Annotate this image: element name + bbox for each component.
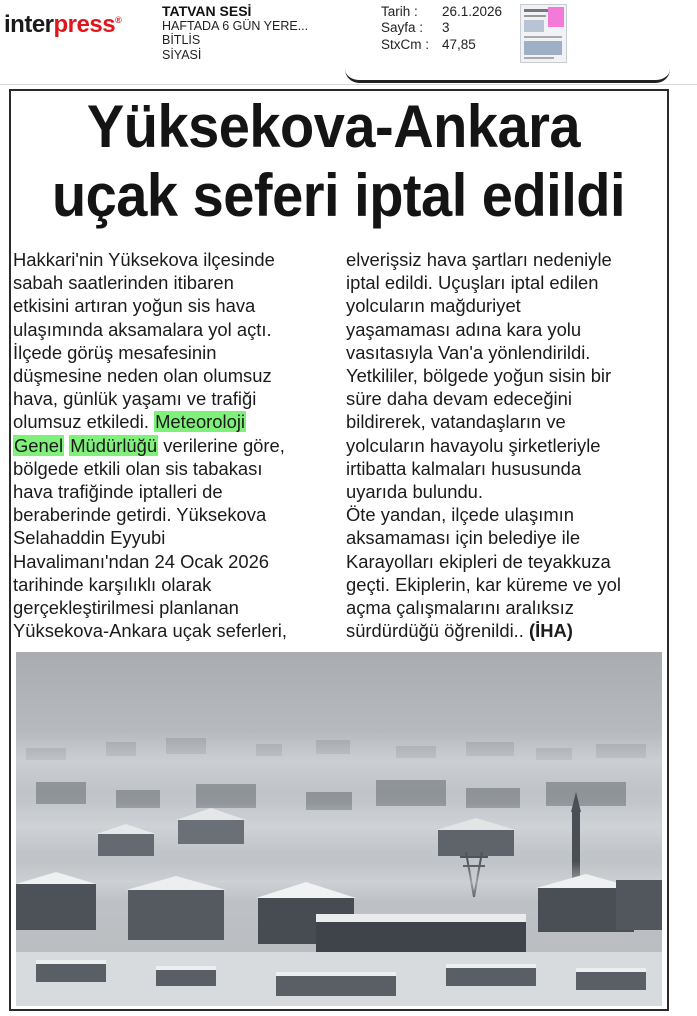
article-column-2 [346, 248, 668, 642]
text-fragment: sürdürdüğü öğrenildi.. [346, 620, 529, 642]
highlight-keyword: Genel [14, 434, 64, 456]
meta-row-stxcm [381, 37, 502, 53]
text-line: Öte yandan, ilçede ulaşımın [346, 504, 574, 526]
text-line: vasıtasıyla Van'a yönlendirildi. [346, 341, 591, 363]
text-line: sabah saatlerinden itibaren [13, 272, 234, 294]
header-divider [0, 84, 697, 85]
text-line: Yüksekova-Ankara uçak seferleri, [13, 620, 287, 642]
publication-city: BİTLİS [162, 33, 201, 48]
text-line: yolcuların mağduriyet [346, 295, 521, 317]
text-line: irtibatta kalmaları hususunda [346, 457, 582, 479]
meta-date-value: 26.1.2026 [442, 4, 503, 19]
text-line: uyarıda bulundu. [346, 481, 484, 503]
highlight-keyword: Müdürlüğü [70, 434, 158, 456]
text-line [13, 434, 333, 457]
text-fragment: olumsuz etkiledi. [13, 411, 155, 433]
text-line: geçti. Ekiplerin, kar küreme ve yol [346, 573, 621, 595]
meta-stxcm-value: 47,85 [442, 36, 476, 52]
text-line: etkisini artıran yoğun sis hava [13, 295, 256, 317]
meta-row-page [381, 20, 502, 36]
article-column-1 [13, 248, 333, 642]
publication-name: TATVAN SESİ [162, 3, 252, 19]
meta-row-date [381, 4, 502, 20]
text-line: Karayolları ekipleri de teyakkuza [346, 550, 611, 572]
text-line: Selahaddin Eyyubi [13, 527, 166, 549]
text-line: yolcuların havayolu şirketleriyle [346, 434, 601, 456]
text-line: bildirerek, vatandaşların ve [346, 411, 566, 433]
text-line: hava trafiğinde iptalleri de [13, 481, 223, 503]
text-fragment: verilerine göre, [158, 434, 285, 456]
text-line: ulaşımında aksamalara yol açtı. [13, 318, 272, 340]
text-line: yaşamaması adına kara yolu [346, 318, 582, 340]
headline-line-1: Yüksekova-Ankara [86, 92, 581, 161]
article-photo-foggy-town [16, 652, 662, 1006]
meta-stxcm-label: StxCm : [381, 36, 430, 52]
interpress-logo [4, 6, 121, 39]
publication-info [162, 4, 308, 62]
text-line: tarihinde karşılıklı olarak [13, 573, 212, 595]
clipping-meta [381, 4, 502, 53]
text-line: iptal edildi. Uçuşları iptal edilen [346, 272, 599, 294]
text-line: Havalimanı'ndan 24 Ocak 2026 [13, 550, 270, 572]
text-line: Hakkari'nin Yüksekova ilçesinde [13, 249, 275, 270]
text-line: süre daha devam edeceğini [346, 388, 572, 410]
text-line [13, 410, 333, 433]
text-line [346, 619, 668, 642]
meta-date-label: Tarih : [381, 4, 418, 19]
meta-page-value: 3 [442, 20, 450, 36]
publication-category: SİYASİ [162, 47, 202, 62]
source-credit: (İHA) [529, 620, 573, 642]
highlight-keyword: Meteoroloji [155, 411, 246, 433]
text-line: açma çalışmalarını aralıksız [346, 597, 574, 619]
text-line: düşmesine neden olan olumsuz [13, 365, 272, 387]
headline-line-2: uçak seferi iptal edildi [51, 161, 626, 230]
text-line: aksamaması için belediye ile [346, 527, 581, 549]
page-thumbnail[interactable] [520, 4, 567, 63]
text-line: hava, günlük yaşamı ve trafiği [13, 388, 257, 410]
article-headline [0, 92, 697, 230]
logo-text-inter: inter [4, 11, 54, 38]
clipping-edge-curve [345, 62, 670, 83]
text-line: elverişsiz hava şartları nedeniyle [346, 249, 612, 270]
publication-frequency: HAFTADA 6 GÜN YERE... [162, 18, 309, 33]
text-line: bölgede etkili olan sis tabakası [13, 457, 263, 479]
text-line: gerçekleştirilmesi planlanan [13, 597, 239, 619]
logo-registered-mark: ® [115, 15, 122, 25]
text-line: Yetkililer, bölgede yoğun sisin bir [346, 365, 612, 387]
text-line: beraberinde getirdi. Yüksekova [13, 504, 267, 526]
text-line: İlçede görüş mesafesinin [13, 341, 217, 363]
logo-text-press: press [53, 11, 116, 38]
meta-page-label: Sayfa : [381, 20, 424, 36]
